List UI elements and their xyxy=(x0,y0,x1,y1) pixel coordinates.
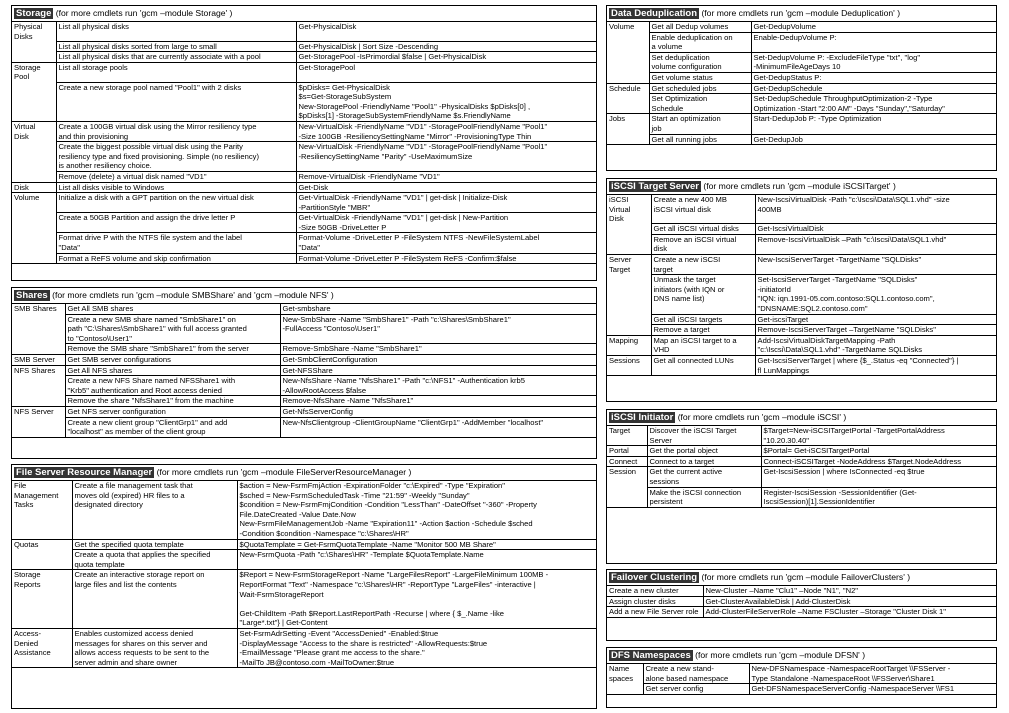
dfs-subtitle: (for more cmdlets run 'gcm –module DFSN' ) xyxy=(695,650,866,660)
category-cell: Access- Denied Assistance xyxy=(12,628,72,667)
description-cell: Remove the SMB share "SmbShare1" from the server xyxy=(65,344,280,355)
description-cell: Create a 100GB virtual disk using the Mirror resiliency type and thin provisioning xyxy=(56,121,296,141)
category-cell: NFS Shares xyxy=(12,365,65,376)
command-cell: $action = New-FsrmFmjAction -ExpirationFolder "c:\Expired" -Type "Expiration" $sched = New-FsrmScheduledTask -Time "21:59" -Weekly "Sunday" $condition = New-FsrmFmjCondition -Condition "LessThan" -DateOffset "-360" -Property File.DateCreated -Value Date.Now New-FsrmFileManagementJob -Name "Expiration11" -Action $action -Schedule $sched -Condition $condition -Namespace "c:\Shares\HR" xyxy=(237,481,597,540)
fsrm-header xyxy=(12,465,596,480)
description-cell: Get scheduled jobs xyxy=(649,83,751,94)
command-cell: $QuotaTemplate = Get-FsrmQuotaTemplate -Name "Monitor 500 MB Share" xyxy=(237,539,597,550)
command-cell: Get-VirtualDisk -FriendlyName "VD1" | get-disk | Initialize-Disk -PartitionStyle "MBR" xyxy=(296,193,597,213)
command-cell: Get-DedupVolume xyxy=(751,22,997,33)
table-row xyxy=(607,275,997,314)
description-cell: Discover the iSCSI Target Server xyxy=(647,426,761,446)
category-cell: File Management Tasks xyxy=(12,481,72,540)
category-cell xyxy=(12,550,72,570)
description-cell: Create a quota that applies the specified quota template xyxy=(72,550,237,570)
category-cell: Schedule xyxy=(607,83,649,94)
command-cell: Get-PhysicalDisk xyxy=(296,22,597,42)
command-cell: Set-FsrmAdrSetting -Event "AccessDenied" -Enabled:$true -DisplayMessage "Access to the share is restricted" -AllowRequests:$true -EmailMessage "Please grant me access to the share." -MailTo JB@contoso.com -MailToOwner:$true xyxy=(237,628,597,667)
table-row xyxy=(12,253,597,264)
failover-table xyxy=(607,585,997,618)
command-cell: Set-IscsiServerTarget -TargetName "SQLDisks" -initiatorId "IQN: iqn.1991-05.com.contoso:SQL1.contoso.com", "DNSNAME:SQL2.contoso.com" xyxy=(755,275,997,314)
category-cell xyxy=(12,142,56,172)
table-row xyxy=(607,335,997,355)
category-cell xyxy=(12,396,65,407)
category-cell: Connect xyxy=(607,456,647,467)
command-cell: Get-smbshare xyxy=(280,304,597,315)
iscsi-initiator-title: iSCSI Initiator xyxy=(611,412,674,423)
table-row xyxy=(607,22,997,33)
description-cell: Create a new iSCSI target xyxy=(651,255,755,275)
command-cell: Set-DedupVolume P: -ExcludeFileType "txt", "log" -MinimumFileAgeDays 10 xyxy=(751,52,997,72)
description-cell: List all physical disks that are currently associate with a pool xyxy=(56,52,296,63)
table-row xyxy=(607,586,997,597)
category-cell: Storage Reports xyxy=(12,570,72,629)
failover-panel xyxy=(606,569,997,641)
shares-subtitle: (for more cmdlets run 'gcm –module SMBShare' and 'gcm –module NFS' ) xyxy=(52,290,334,300)
table-row xyxy=(12,171,597,182)
command-cell: Format-Volume -DriveLetter P -FileSystem NTFS -NewFileSystemLabel "Data" xyxy=(296,233,597,253)
command-cell: New-IscsiServerTarget -TargetName "SQLDisks" xyxy=(755,255,997,275)
description-cell: List all physical disks sorted from large to small xyxy=(56,41,296,52)
description-cell: Get all iSCSI virtual disks xyxy=(651,224,755,235)
category-cell xyxy=(12,82,56,121)
table-row xyxy=(607,596,997,607)
description-cell: Initialize a disk with a GPT partition on the new virtual disk xyxy=(56,193,296,213)
category-cell: Sessions xyxy=(607,356,651,376)
category-cell: SMB Shares xyxy=(12,304,65,315)
shares-table xyxy=(12,303,597,438)
category-cell xyxy=(607,52,649,72)
description-cell: Connect to a target xyxy=(647,456,761,467)
description-cell: Get NFS server configuration xyxy=(65,406,280,417)
iscsi-initiator-subtitle: (for more cmdlets run 'gcm –module iSCSI' ) xyxy=(677,412,847,422)
iscsi-target-title: iSCSI Target Server xyxy=(611,181,700,192)
table-row xyxy=(12,142,597,172)
category-cell xyxy=(607,275,651,314)
command-cell: Get-StoragePool -IsPrimordial $false | Get-PhysicalDisk xyxy=(296,52,597,63)
description-cell: Create a new client group "ClientGrp1" and add "localhost" as member of the client group xyxy=(65,417,280,437)
description-cell: Get All SMB shares xyxy=(65,304,280,315)
table-row xyxy=(607,356,997,376)
dfs-table xyxy=(607,663,997,695)
command-cell: Get-Disk xyxy=(296,182,597,193)
description-cell: Get all connected LUNs xyxy=(651,356,755,376)
command-cell: New-NfsShare -Name "NfsShare1" -Path "c:\NFS1" -Authentication krb5 -AllowRootAccess $false xyxy=(280,376,597,396)
command-cell: Get-iscsiTarget xyxy=(755,314,997,325)
table-row xyxy=(607,314,997,325)
command-cell: Add-IscsiVirtualDiskTargetMapping -Path "c:\Iscsi\Data\SQL1.vhd" -TargetName SQLDisks xyxy=(755,335,997,355)
category-cell xyxy=(12,376,65,396)
category-cell xyxy=(12,233,56,253)
table-row xyxy=(12,376,597,396)
command-cell: Get-DedupSchedule xyxy=(751,83,997,94)
command-cell: Register-IscsiSession -SessionIdentifier (Get- IscsiSession)[1].SessionIdentifier xyxy=(761,487,997,507)
command-cell: Format-Volume -DriveLetter P -FileSystem ReFS -Confirm:$false xyxy=(296,253,597,264)
storage-table xyxy=(12,21,597,264)
description-cell: Get volume status xyxy=(649,72,751,83)
description-cell: Create the biggest possible virtual disk using the Parity resiliency type and fixed provisioning. Simple (no resiliency) is another resiliency choice. xyxy=(56,142,296,172)
command-cell: Get-SmbClientConfiguration xyxy=(280,354,597,365)
dedup-table xyxy=(607,21,997,145)
iscsi-initiator-panel xyxy=(606,409,997,564)
command-cell: Start-DedupJob P: -Type Optimization xyxy=(751,114,997,134)
category-cell: Name spaces xyxy=(607,664,643,684)
table-row xyxy=(12,41,597,52)
command-cell: New-IscsiVirtualDisk -Path "c:\Iscsi\Data\SQL1.vhd" -size 400MB xyxy=(755,195,997,224)
command-cell: Get-IscsiServerTarget | where {$_.Status -eq "Connected"} | fl LunMappings xyxy=(755,356,997,376)
category-cell: Volume xyxy=(12,193,56,213)
table-row xyxy=(12,417,597,437)
table-row xyxy=(607,83,997,94)
description-cell: Assign cluster disks xyxy=(607,596,703,607)
description-cell: Make the iSCSI connection persistent xyxy=(647,487,761,507)
table-row xyxy=(12,233,597,253)
command-cell: Set-DedupSchedule ThroughputOptimization-2 -Type Optimization -Start "2:00 AM" -Days "Sunday","Saturday" xyxy=(751,94,997,114)
storage-panel xyxy=(11,5,597,281)
description-cell: Get the portal object xyxy=(647,446,761,457)
command-cell: Connect-iSCSITarget -NodeAddress $Target.NodeAddress xyxy=(761,456,997,467)
table-row xyxy=(607,456,997,467)
category-cell xyxy=(12,417,65,437)
description-cell: Create a new NFS Share named NFSShare1 with "Krb5" authentication and Root access denied xyxy=(65,376,280,396)
category-cell: Virtual Disk xyxy=(12,121,56,141)
description-cell: Set Optimization Schedule xyxy=(649,94,751,114)
table-row xyxy=(607,134,997,145)
command-cell: Get-IscsiVirtualDisk xyxy=(755,224,997,235)
iscsi-target-header xyxy=(607,179,996,194)
description-cell: Remove a target xyxy=(651,325,755,336)
description-cell: Format a ReFS volume and skip confirmation xyxy=(56,253,296,264)
category-cell: iSCSI Virtual Disk xyxy=(607,195,651,224)
description-cell: Create a file management task that moves old (expired) HR files to a designated directory xyxy=(72,481,237,540)
description-cell: Get all iSCSI targets xyxy=(651,314,755,325)
description-cell: Get the current active sessions xyxy=(647,467,761,487)
table-row xyxy=(12,406,597,417)
category-cell xyxy=(607,684,643,695)
table-row xyxy=(12,365,597,376)
command-cell: New-Cluster –Name "Clu1" –Node "N1", "N2" xyxy=(703,586,997,597)
description-cell: List all disks visible to Windows xyxy=(56,182,296,193)
category-cell xyxy=(12,213,56,233)
dedup-subtitle: (for more cmdlets run 'gcm –module Deduplication' ) xyxy=(701,8,901,18)
table-row xyxy=(607,114,997,134)
fsrm-title: File Server Resource Manager xyxy=(16,467,153,478)
command-cell: $Target=New-iSCSITargetPortal -TargetPortalAddress "10.20.30.40" xyxy=(761,426,997,446)
command-cell: Get-DedupStatus P: xyxy=(751,72,997,83)
command-cell: Remove-NfsShare -Name "NfsShare1" xyxy=(280,396,597,407)
description-cell: Get All NFS shares xyxy=(65,365,280,376)
shares-title: Shares xyxy=(16,290,48,301)
failover-title: Failover Clustering xyxy=(611,572,698,583)
command-cell: Remove-SmbShare -Name "SmbShare1" xyxy=(280,344,597,355)
category-cell: Server Target xyxy=(607,255,651,275)
table-row xyxy=(12,62,597,82)
category-cell: NFS Server xyxy=(12,406,65,417)
category-cell: Jobs xyxy=(607,114,649,134)
table-row xyxy=(607,224,997,235)
iscsi-target-subtitle: (for more cmdlets run 'gcm –module iSCSITarget' ) xyxy=(703,181,896,191)
table-row xyxy=(607,195,997,224)
table-row xyxy=(12,213,597,233)
category-cell xyxy=(607,325,651,336)
fsrm-panel xyxy=(11,464,597,709)
fsrm-table xyxy=(12,480,597,668)
description-cell: Get the specified quota template xyxy=(72,539,237,550)
category-cell xyxy=(12,344,65,355)
category-cell: Mapping xyxy=(607,335,651,355)
table-row xyxy=(12,628,597,667)
command-cell: Get-DedupJob xyxy=(751,134,997,145)
command-cell: Remove-IscsiVirtualDisk –Path "c:\Iscsi\Data\SQL1.vhd" xyxy=(755,234,997,254)
command-cell: Get-PhysicalDisk | Sort Size -Descending xyxy=(296,41,597,52)
table-row xyxy=(12,82,597,121)
description-cell: Remove the share "NfsShare1" from the machine xyxy=(65,396,280,407)
command-cell: Get-IscsiSession | where IsConnected -eq $true xyxy=(761,467,997,487)
table-row xyxy=(12,22,597,42)
category-cell xyxy=(607,72,649,83)
description-cell: Create a 50GB Partition and assign the drive letter P xyxy=(56,213,296,233)
command-cell: Get-VirtualDisk -FriendlyName "VD1" | get-disk | New-Partition -Size 50GB -DriveLetter P xyxy=(296,213,597,233)
command-cell: New-DFSNamespace -NamespaceRootTarget \\FSServer - Type Standalone -NamespaceRoot \\FSServer\Share1 xyxy=(749,664,997,684)
dedup-header xyxy=(607,6,996,21)
table-row xyxy=(607,94,997,114)
storage-title: Storage xyxy=(16,8,52,19)
description-cell: Get server config xyxy=(643,684,749,695)
description-cell: List all physical disks xyxy=(56,22,296,42)
description-cell: List all storage pools xyxy=(56,62,296,82)
table-row xyxy=(12,481,597,540)
command-cell: New-NfsClientgroup -ClientGroupName "ClientGrp1" -AddMember "localhost" xyxy=(280,417,597,437)
description-cell: Set deduplication volume configuration xyxy=(649,52,751,72)
command-cell: New-FsrmQuota -Path "c:\Shares\HR" -Template $QuotaTemplate.Name xyxy=(237,550,597,570)
table-row xyxy=(607,32,997,52)
shares-header xyxy=(12,288,596,303)
category-cell xyxy=(12,314,65,344)
category-cell: Quotas xyxy=(12,539,72,550)
table-row xyxy=(607,255,997,275)
table-row xyxy=(607,52,997,72)
dfs-panel xyxy=(606,647,997,708)
category-cell: Volume xyxy=(607,22,649,33)
description-cell: Create a new cluster xyxy=(607,586,703,597)
command-cell: Remove-IscsiServerTarget –TargetName "SQLDisks" xyxy=(755,325,997,336)
dfs-title: DFS Namespaces xyxy=(611,650,691,661)
fsrm-subtitle: (for more cmdlets run 'gcm –module FileServerResourceManager ) xyxy=(156,467,412,477)
table-row xyxy=(12,304,597,315)
description-cell: Start an optimization job xyxy=(649,114,751,134)
table-row xyxy=(12,396,597,407)
category-cell: Storage Pool xyxy=(12,62,56,82)
dedup-panel xyxy=(606,5,997,171)
iscsi-target-panel xyxy=(606,178,997,402)
description-cell: Create a new storage pool named "Pool1" with 2 disks xyxy=(56,82,296,121)
table-row xyxy=(12,550,597,570)
command-cell: New-SmbShare -Name "SmbShare1" -Path "c:\Shares\SmbShare1" -FullAccess "Contoso\User1" xyxy=(280,314,597,344)
category-cell: Target xyxy=(607,426,647,446)
description-cell: Get all Dedup volumes xyxy=(649,22,751,33)
table-row xyxy=(12,182,597,193)
shares-panel xyxy=(11,287,597,459)
category-cell xyxy=(607,487,647,507)
iscsi-target-table xyxy=(607,194,997,376)
table-row xyxy=(607,72,997,83)
category-cell: SMB Server xyxy=(12,354,65,365)
storage-header xyxy=(12,6,596,21)
command-cell: Add-ClusterFileServerRole –Name FSCluster –Storage "Cluster Disk 1" xyxy=(703,607,997,618)
table-row xyxy=(607,234,997,254)
table-row xyxy=(607,684,997,695)
command-cell: Get-ClusterAvailableDisk | Add-ClusterDisk xyxy=(703,596,997,607)
category-cell xyxy=(607,314,651,325)
command-cell: Enable-DedupVolume P: xyxy=(751,32,997,52)
table-row xyxy=(12,52,597,63)
iscsi-initiator-header xyxy=(607,410,996,425)
description-cell: Create a new 400 MB iSCSI virtual disk xyxy=(651,195,755,224)
category-cell xyxy=(12,52,56,63)
storage-subtitle: (for more cmdlets run 'gcm –module Storage' ) xyxy=(55,8,233,18)
command-cell: Get-StoragePool xyxy=(296,62,597,82)
category-cell xyxy=(607,94,649,114)
description-cell: Create an interactive storage report on large files and list the contents xyxy=(72,570,237,629)
category-cell xyxy=(12,253,56,264)
category-cell xyxy=(12,41,56,52)
table-row xyxy=(607,467,997,487)
dedup-title: Data Deduplication xyxy=(611,8,698,19)
command-cell: Get-NFSShare xyxy=(280,365,597,376)
description-cell: Remove (delete) a virtual disk named "VD1" xyxy=(56,171,296,182)
failover-header xyxy=(607,570,996,585)
table-row xyxy=(607,426,997,446)
description-cell: Get all running jobs xyxy=(649,134,751,145)
table-row xyxy=(12,193,597,213)
category-cell: Disk xyxy=(12,182,56,193)
category-cell: Physical Disks xyxy=(12,22,56,42)
failover-subtitle: (for more cmdlets run 'gcm –module FailoverClusters' ) xyxy=(701,572,911,582)
description-cell: Remove an iSCSI virtual disk xyxy=(651,234,755,254)
table-row xyxy=(12,314,597,344)
description-cell: Map an iSCSI target to a VHD xyxy=(651,335,755,355)
description-cell: Get SMB server configurations xyxy=(65,354,280,365)
command-cell: New-VirtualDisk -FriendlyName "VD1" -StoragePoolFriendlyName "Pool1" -ResiliencySettingName "Parity" -UseMaximumSize xyxy=(296,142,597,172)
table-row xyxy=(12,121,597,141)
table-row xyxy=(12,539,597,550)
category-cell xyxy=(607,224,651,235)
dfs-header xyxy=(607,648,996,663)
category-cell xyxy=(607,32,649,52)
table-row xyxy=(607,664,997,684)
command-cell: Get-NfsServerConfig xyxy=(280,406,597,417)
description-cell: Create a new SMB share named "SmbShare1" on path "C:\Shares\SmbShare1" with full access granted to "Contoso\User1" xyxy=(65,314,280,344)
command-cell: New-VirtualDisk -FriendlyName "VD1" -StoragePoolFriendlyName "Pool1" -Size 100GB -ResiliencySettingName "Mirror" -ProvisioningType Thin xyxy=(296,121,597,141)
description-cell: Create a new stand- alone based namespace xyxy=(643,664,749,684)
category-cell xyxy=(12,171,56,182)
table-row xyxy=(607,607,997,618)
table-row xyxy=(12,344,597,355)
command-cell: $Portal= Get-iSCSITargetPortal xyxy=(761,446,997,457)
table-row xyxy=(12,570,597,629)
description-cell: Enables customized access denied messages for shares on this server and allows access requests to be sent to the server admin and share owner xyxy=(72,628,237,667)
table-row xyxy=(607,325,997,336)
command-cell: Get-DFSNamespaceServerConfig -NamespaceServer \\FS1 xyxy=(749,684,997,695)
category-cell: Portal xyxy=(607,446,647,457)
command-cell: Remove-VirtualDisk -FriendlyName "VD1" xyxy=(296,171,597,182)
description-cell: Add a new File Server role xyxy=(607,607,703,618)
table-row xyxy=(607,487,997,507)
description-cell: Unmask the target initiators (with IQN or DNS name list) xyxy=(651,275,755,314)
table-row xyxy=(12,354,597,365)
description-cell: Format drive P with the NTFS file system and the label "Data" xyxy=(56,233,296,253)
table-row xyxy=(607,446,997,457)
category-cell: Session xyxy=(607,467,647,487)
category-cell xyxy=(607,234,651,254)
category-cell xyxy=(607,134,649,145)
command-cell: $Report = New-FsrmStorageReport -Name "LargeFilesReport" -LargeFileMinimum 100MB - ReportFormat "Text" -Namespace "c:\Shares\HR" -ReportType "LargeFiles" -interactive | Wait-FsrmStorageReport Get-ChildItem -Path $Report.LastReportPath -Recurse | where { $_.Name -like "Large*.txt"} | Get-Content xyxy=(237,570,597,629)
description-cell: Enable deduplication on a volume xyxy=(649,32,751,52)
command-cell: $pDisks= Get-PhysicalDisk $s=Get-StorageSubSystem New-StoragePool -FriendlyName "Pool1" -PhysicalDisks $pDisks[0] , $pDisks[1] -StorageSubSystemFriendlyName $s.FriendlyName xyxy=(296,82,597,121)
iscsi-initiator-table xyxy=(607,425,997,508)
